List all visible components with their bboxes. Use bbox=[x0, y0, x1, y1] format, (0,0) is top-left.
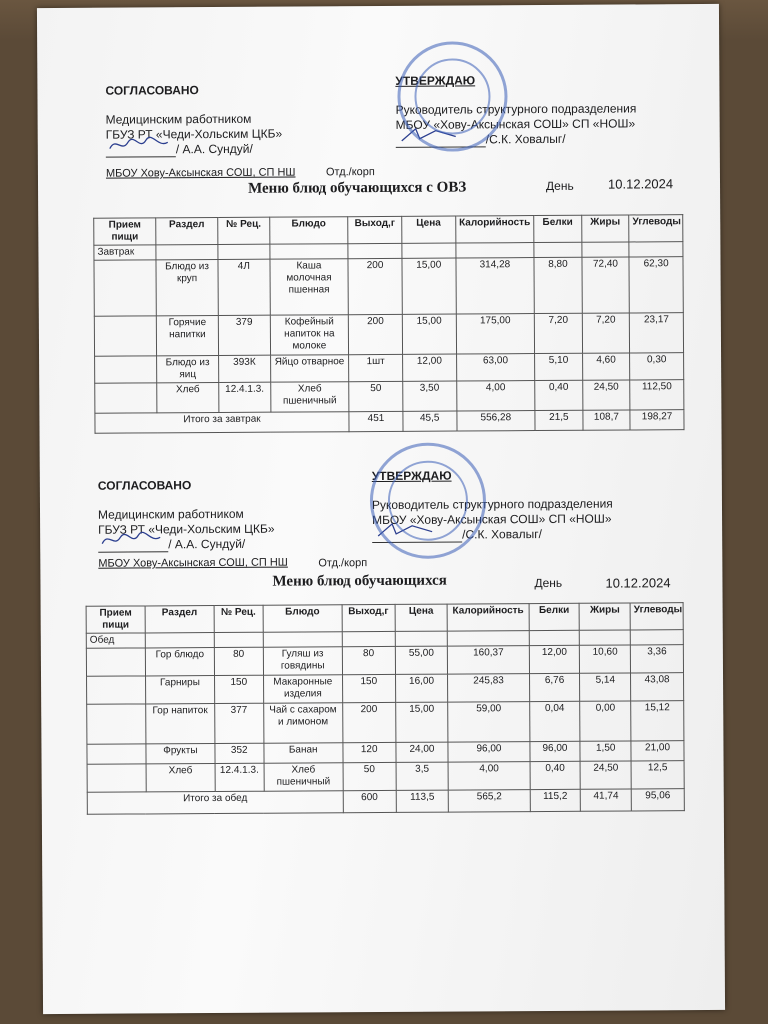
official-stamp bbox=[397, 41, 508, 152]
cell-recipe: 377 bbox=[215, 703, 264, 743]
header-cell: № Рец. bbox=[218, 217, 270, 244]
approved-signature-name: /С.К. Ховалыг/ bbox=[485, 131, 566, 147]
approved-line-1: Руководитель структурного подразделения bbox=[395, 101, 637, 117]
cell-protein: 0,40 bbox=[535, 380, 583, 410]
total-fat: 108,7 bbox=[583, 410, 631, 430]
cell-price: 15,00 bbox=[395, 702, 448, 742]
cell-recipe: 150 bbox=[214, 675, 263, 703]
cell-carb: 62,30 bbox=[629, 257, 683, 313]
cell-output: 80 bbox=[342, 646, 395, 674]
signature-scribble bbox=[106, 142, 176, 157]
cell-fat: 5,14 bbox=[580, 673, 631, 701]
header-cell: Белки bbox=[529, 603, 580, 630]
total-kcal: 556,28 bbox=[457, 411, 536, 431]
total-price: 45,5 bbox=[403, 411, 457, 431]
cell-dish: Кофейный напиток на молоке bbox=[270, 315, 349, 355]
day-label: День bbox=[534, 575, 563, 591]
cell-output: 120 bbox=[343, 742, 396, 762]
cell-section: Гарниры bbox=[145, 676, 214, 704]
cell-carb: 23,17 bbox=[630, 313, 684, 353]
cell-dish: Хлеб пшеничный bbox=[270, 382, 349, 412]
menu-title: Меню блюд обучающихся с ОВЗ bbox=[247, 179, 467, 197]
total-row bbox=[87, 789, 684, 815]
cell-kcal: 96,00 bbox=[448, 742, 529, 762]
header-cell: Жиры bbox=[581, 215, 629, 242]
header-cell: Прием пищи bbox=[94, 218, 156, 245]
cell-kcal: 160,37 bbox=[448, 646, 529, 674]
table-header-row bbox=[86, 603, 683, 634]
cell-carb: 0,30 bbox=[630, 353, 684, 380]
total-output: 451 bbox=[349, 411, 403, 431]
cell-protein: 12,00 bbox=[529, 645, 580, 673]
cell-dish: Банан bbox=[264, 743, 343, 763]
cell-protein: 0,04 bbox=[529, 701, 580, 741]
cell-fat: 7,20 bbox=[582, 313, 630, 353]
menu-section-lunch bbox=[40, 459, 722, 805]
organization-name: МБОУ Хову-Аксынская СОШ, СП НШ bbox=[98, 556, 288, 570]
cell-carb: 15,12 bbox=[631, 701, 684, 741]
cell-section: Блюдо из яиц bbox=[157, 355, 219, 382]
header-cell: Калорийность bbox=[447, 604, 528, 631]
header-cell: Блюдо bbox=[269, 217, 348, 244]
agreed-line-1: Медицинским работником bbox=[97, 506, 244, 522]
cell-carb: 3,36 bbox=[630, 645, 683, 673]
header-cell: № Рец. bbox=[214, 605, 263, 632]
cell-protein: 96,00 bbox=[530, 741, 581, 761]
total-carb: 198,27 bbox=[630, 410, 684, 430]
table-row bbox=[87, 761, 684, 793]
cell-recipe: 393К bbox=[219, 355, 271, 382]
cell-price: 16,00 bbox=[395, 674, 448, 702]
cell-protein: 0,40 bbox=[530, 761, 581, 789]
menu-table bbox=[86, 602, 685, 815]
header-cell: Калорийность bbox=[455, 216, 534, 243]
cell-kcal: 63,00 bbox=[456, 354, 535, 381]
total-label: Итого за завтрак bbox=[95, 412, 349, 434]
signature-scribble bbox=[98, 537, 168, 552]
cell-section: Блюдо из круп bbox=[156, 259, 218, 315]
agreed-signature-name: / А.А. Сундуй/ bbox=[175, 141, 253, 157]
cell-dish: Каша молочная пшенная bbox=[270, 259, 349, 315]
cell-dish: Чай с сахаром и лимоном bbox=[263, 703, 342, 743]
cell-fat: 24,50 bbox=[580, 761, 631, 789]
cell-output: 200 bbox=[348, 314, 402, 354]
header-cell: Выход,г bbox=[342, 604, 395, 631]
total-output: 600 bbox=[343, 790, 396, 812]
cell-protein: 5,10 bbox=[535, 353, 583, 380]
menu-section-breakfast bbox=[37, 64, 719, 426]
cell-dish: Макаронные изделия bbox=[263, 675, 342, 703]
cell-output: 200 bbox=[348, 258, 402, 314]
cell-section: Гор напиток bbox=[146, 704, 215, 744]
cell-recipe: 4Л bbox=[218, 259, 270, 315]
cell-carb: 21,00 bbox=[631, 741, 684, 761]
agreed-block bbox=[98, 477, 378, 553]
header-cell: Цена bbox=[402, 216, 456, 243]
header-cell: Цена bbox=[395, 604, 448, 631]
agreed-line-2: ГБУЗ РТ «Чеди-Хольским ЦКБ» bbox=[98, 521, 275, 537]
menu-table bbox=[93, 214, 684, 434]
total-protein: 115,2 bbox=[530, 789, 581, 811]
cell-output: 200 bbox=[343, 702, 396, 742]
cell-dish: Гуляш из говядины bbox=[263, 647, 342, 675]
cell-section: Фрукты bbox=[146, 744, 215, 764]
cell-kcal: 4,00 bbox=[456, 381, 535, 411]
approved-signature-name: /С.К. Ховалыг/ bbox=[462, 527, 542, 542]
cell-protein: 6,76 bbox=[529, 673, 580, 701]
total-row bbox=[95, 410, 684, 434]
approved-line-1: Руководитель структурного подразделения bbox=[371, 496, 613, 513]
agreed-line-1: Медицинским работником bbox=[105, 111, 252, 127]
table-row bbox=[87, 701, 684, 745]
total-kcal: 565,2 bbox=[449, 790, 530, 812]
cell-recipe: 352 bbox=[215, 743, 264, 763]
meal-name: Завтрак bbox=[94, 245, 156, 260]
header-cell: Раздел bbox=[156, 217, 218, 244]
menu-title: Меню блюд обучающихся bbox=[272, 572, 447, 590]
cell-price: 15,00 bbox=[402, 314, 456, 354]
total-fat: 41,74 bbox=[581, 789, 632, 811]
agreed-signature-name: / А.А. Сундуй/ bbox=[168, 536, 246, 552]
cell-carb: 112,50 bbox=[630, 380, 684, 410]
cell-output: 1шт bbox=[349, 354, 403, 381]
approved-line-2: МБОУ «Хову-Аксынская СОШ» СП «НОШ» bbox=[395, 116, 636, 132]
cell-protein: 8,80 bbox=[534, 257, 582, 313]
agreed-heading: СОГЛАСОВАНО bbox=[105, 83, 199, 98]
header-cell: Углеводы bbox=[629, 215, 683, 242]
cell-fat: 72,40 bbox=[582, 257, 630, 313]
header-cell: Жиры bbox=[579, 603, 630, 630]
table-header-row bbox=[94, 215, 683, 246]
total-price: 113,5 bbox=[396, 790, 449, 812]
agreed-signature-line bbox=[106, 141, 386, 158]
cell-kcal: 314,28 bbox=[456, 258, 535, 314]
cell-price: 24,00 bbox=[396, 742, 449, 762]
cell-section: Горячие напитки bbox=[156, 315, 218, 355]
cell-fat: 1,50 bbox=[580, 741, 631, 761]
cell-kcal: 175,00 bbox=[456, 314, 535, 354]
cell-kcal: 59,00 bbox=[448, 702, 529, 742]
cell-fat: 4,60 bbox=[582, 353, 630, 380]
table-row bbox=[95, 353, 684, 384]
cell-fat: 24,50 bbox=[582, 380, 630, 410]
cell-price: 15,00 bbox=[402, 258, 456, 314]
cell-kcal: 4,00 bbox=[448, 762, 529, 790]
cell-output: 150 bbox=[342, 674, 395, 702]
cell-dish: Яйцо отварное bbox=[270, 355, 349, 382]
cell-price: 3,50 bbox=[403, 381, 457, 411]
cell-output: 50 bbox=[343, 762, 396, 790]
cell-section: Хлеб bbox=[157, 382, 219, 412]
cell-price: 3,5 bbox=[396, 762, 449, 790]
department-label: Отд./корп bbox=[325, 166, 375, 179]
approved-heading: УТВЕРЖДАЮ bbox=[371, 468, 452, 484]
agreed-line-2: ГБУЗ РТ «Чеди-Хольским ЦКБ» bbox=[105, 126, 283, 142]
header-cell: Углеводы bbox=[630, 603, 683, 630]
cell-section: Хлеб bbox=[146, 764, 215, 792]
cell-protein: 7,20 bbox=[534, 313, 582, 353]
cell-recipe: 80 bbox=[214, 647, 263, 675]
agreed-block bbox=[105, 82, 385, 158]
official-stamp bbox=[370, 442, 487, 559]
cell-price: 55,00 bbox=[395, 646, 448, 674]
cell-carb: 12,5 bbox=[631, 761, 684, 789]
meal-name: Обед bbox=[86, 633, 145, 648]
approved-line-2: МБОУ «Хову-Аксынская СОШ» СП «НОШ» bbox=[372, 511, 612, 528]
header-cell: Выход,г bbox=[348, 216, 402, 243]
cell-fat: 0,00 bbox=[580, 701, 631, 741]
cell-fat: 10,60 bbox=[580, 645, 631, 673]
agreed-heading: СОГЛАСОВАНО bbox=[97, 478, 192, 493]
header-cell: Раздел bbox=[145, 606, 214, 633]
cell-price: 12,00 bbox=[402, 354, 456, 381]
day-date: 10.12.2024 bbox=[607, 176, 674, 192]
total-carb: 95,06 bbox=[631, 789, 684, 811]
table-row bbox=[95, 380, 684, 414]
cell-recipe: 12.4.1.3. bbox=[215, 763, 264, 791]
cell-carb: 43,08 bbox=[631, 673, 684, 701]
table-row bbox=[94, 313, 683, 357]
table-row bbox=[87, 673, 684, 705]
cell-dish: Хлеб пшеничный bbox=[264, 763, 343, 791]
agreed-signature-line bbox=[98, 536, 378, 553]
cell-recipe: 379 bbox=[218, 315, 270, 355]
document-page bbox=[37, 4, 725, 1014]
table-row bbox=[94, 257, 683, 317]
cell-kcal: 245,83 bbox=[448, 674, 529, 702]
header-cell: Белки bbox=[534, 215, 582, 242]
header-cell: Блюдо bbox=[263, 605, 342, 632]
approved-heading: УТВЕРЖДАЮ bbox=[395, 73, 476, 88]
department-label: Отд./корп bbox=[318, 557, 368, 570]
cell-recipe: 12.4.1.3. bbox=[219, 382, 271, 412]
organization-name: МБОУ Хову-Аксынская СОШ, СП НШ bbox=[105, 166, 296, 180]
header-cell: Прием пищи bbox=[86, 606, 145, 633]
day-label: День bbox=[545, 178, 574, 193]
cell-section: Гор блюдо bbox=[145, 648, 214, 676]
cell-output: 50 bbox=[349, 381, 403, 411]
table-row bbox=[86, 645, 683, 677]
total-label: Итого за обед bbox=[87, 791, 343, 815]
day-date: 10.12.2024 bbox=[605, 575, 671, 591]
total-protein: 21,5 bbox=[535, 410, 583, 430]
